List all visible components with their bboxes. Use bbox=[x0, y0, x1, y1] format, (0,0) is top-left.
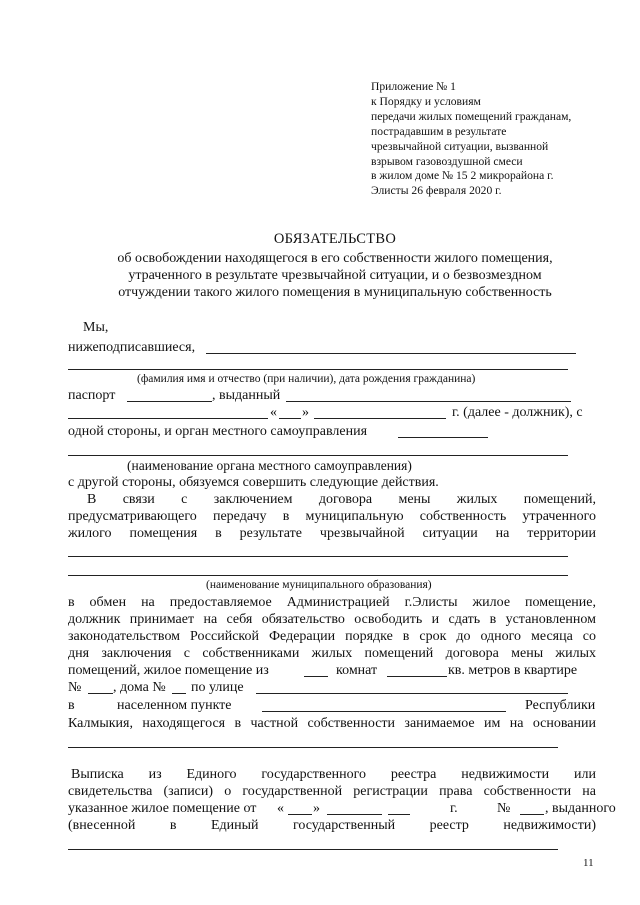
settlement-label: населенном пункте bbox=[117, 698, 232, 713]
area-label: кв. метров в квартире bbox=[448, 663, 578, 678]
quote-open: « bbox=[270, 405, 277, 420]
in-label: в bbox=[68, 698, 75, 713]
rooms-count-field[interactable] bbox=[304, 676, 328, 677]
passport-label: паспорт bbox=[68, 388, 116, 403]
republic-label: Республики bbox=[525, 698, 596, 713]
paragraph-line: (внесенной в Единый государственный реестр недвижимости) bbox=[68, 818, 596, 833]
annex-line: пострадавшим в результате bbox=[371, 124, 507, 138]
municipality-field[interactable] bbox=[68, 556, 568, 557]
quote-open: « bbox=[277, 801, 284, 816]
signed-label: нижеподписавшиеся, bbox=[68, 340, 196, 355]
other-side-text: с другой стороны, обязуемся совершить следующие действия. bbox=[68, 475, 439, 490]
municipality-field-2[interactable] bbox=[68, 575, 568, 576]
signers-field-line[interactable] bbox=[206, 353, 576, 354]
settlement-field[interactable] bbox=[262, 711, 506, 712]
we-label: Мы, bbox=[83, 320, 109, 335]
spec-text: указанное жилое помещение от bbox=[68, 801, 257, 816]
paragraph-line: должник принимает на себя обязательство освободить и сдать в установленном bbox=[68, 612, 596, 627]
passport-issuer-field[interactable] bbox=[286, 401, 571, 402]
one-side-label: одной стороны, и орган местного самоуправления bbox=[68, 424, 368, 439]
apartment-number-field[interactable] bbox=[88, 693, 113, 694]
annex-line: чрезвычайной ситуации, вызванной bbox=[371, 139, 549, 153]
paragraph-line: дня заключения с собственниками жилых помещений договора мены жилых bbox=[68, 646, 596, 661]
document-title: ОБЯЗАТЕЛЬСТВО bbox=[273, 231, 397, 247]
local-authority-field-2[interactable] bbox=[68, 455, 568, 456]
quote-close: » bbox=[302, 405, 309, 420]
issued-by-label: , выданного bbox=[545, 801, 616, 816]
rooms-text: помещений, жилое помещение из bbox=[68, 663, 269, 678]
caption-municipality: (наименование муниципального образования) bbox=[206, 579, 432, 591]
issued-label: , выданный bbox=[212, 388, 281, 403]
paragraph-line: жилого помещения в результате чрезвычайной ситуации на территории bbox=[68, 526, 596, 541]
quote-close: » bbox=[313, 801, 320, 816]
local-authority-field[interactable] bbox=[398, 437, 488, 438]
record-number-field[interactable] bbox=[520, 814, 544, 815]
page-number: 11 bbox=[583, 857, 594, 869]
date-month-field[interactable] bbox=[327, 814, 382, 815]
street-label: по улице bbox=[191, 680, 244, 695]
date-day-field[interactable] bbox=[288, 814, 312, 815]
paragraph-line: свидетельства (записи) о государственной регистрации права собственности на bbox=[68, 784, 596, 799]
year-label: г. bbox=[450, 801, 458, 816]
house-label: , дома № bbox=[113, 680, 166, 695]
paragraph-line: Выписка из Единого государственного реестра недвижимости или bbox=[71, 767, 596, 782]
annex-line: к Порядку и условиям bbox=[371, 94, 481, 108]
passport-number-field[interactable] bbox=[127, 401, 212, 402]
paragraph-line: В связи с заключением договора мены жилых помещений, bbox=[87, 492, 596, 507]
basis-field[interactable] bbox=[68, 747, 558, 748]
document-subtitle-line: утраченного в результате чрезвычайной ситуации, и о безвозмездном bbox=[128, 268, 542, 283]
street-field[interactable] bbox=[256, 693, 568, 694]
issue-day-field[interactable] bbox=[279, 418, 301, 419]
document-subtitle-line: об освобождении находящегося в его собственности жилого помещения, bbox=[117, 251, 553, 266]
annex-line: Приложение № 1 bbox=[371, 80, 456, 93]
annex-line: Элисты 26 февраля 2020 г. bbox=[371, 184, 502, 198]
annex-header bbox=[371, 80, 571, 199]
rooms-label: комнат bbox=[336, 663, 378, 678]
number-label: № bbox=[497, 801, 511, 816]
annex-line: взрывом газовоздушной смеси bbox=[371, 154, 523, 168]
paragraph-line: предусматривающего передачу в муниципальную собственность утраченного bbox=[68, 509, 596, 524]
paragraph-line: в обмен на предоставляемое Администрацией г.Элисты жилое помещение, bbox=[68, 595, 596, 610]
caption-fio: (фамилия имя и отчество (при наличии), дата рождения гражданина) bbox=[137, 373, 476, 385]
date-year-field[interactable] bbox=[388, 814, 410, 815]
annex-line: передачи жилых помещений гражданам, bbox=[371, 109, 572, 123]
house-number-field[interactable] bbox=[172, 693, 186, 694]
paragraph-line: законодательством Российской Федерации порядке в срок до одного месяца со bbox=[68, 629, 596, 644]
passport-issuer-field-2[interactable] bbox=[68, 418, 268, 419]
issue-month-year-field[interactable] bbox=[314, 418, 446, 419]
document-subtitle-line: отчуждении такого жилого помещения в муниципальную собственность bbox=[118, 285, 552, 300]
issuer-field[interactable] bbox=[68, 849, 558, 850]
area-field[interactable] bbox=[387, 676, 447, 677]
apartment-no-label: № bbox=[68, 680, 82, 695]
annex-line: в жилом доме № 15 2 микрорайона г. bbox=[371, 169, 554, 183]
caption-org: (наименование органа местного самоуправления) bbox=[127, 458, 412, 473]
signers-field-line-2[interactable] bbox=[68, 369, 568, 370]
paragraph-line: Калмыкия, находящегося в частной собственности занимаемое им на основании bbox=[68, 716, 596, 731]
debtor-label: г. (далее - должник), с bbox=[452, 405, 583, 420]
